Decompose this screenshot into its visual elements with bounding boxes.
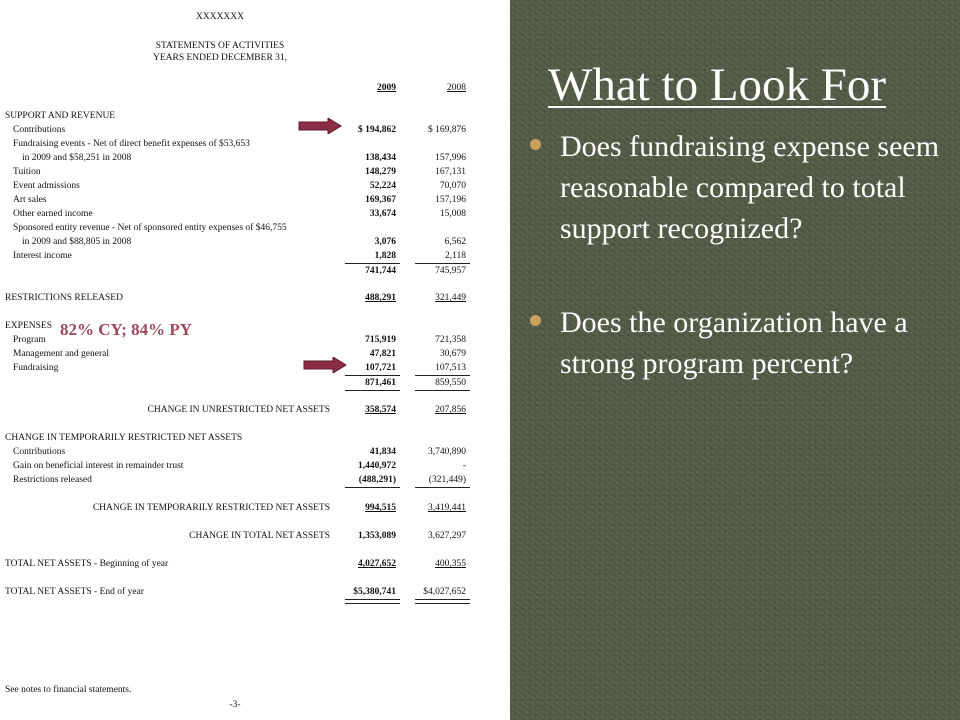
beginning-2009: 4,027,652 (358, 559, 396, 569)
expense-label: Fundraising (13, 363, 59, 373)
temp-label: Gain on beneficial interest in remainder trust (13, 461, 184, 471)
expense-2008: 107,513 (435, 363, 466, 373)
entity-name: XXXXXXX (195, 12, 245, 22)
temp-2009: (488,291) (358, 475, 396, 485)
support-label: Fundraising events - Net of direct benefit expenses of $53,653 (13, 139, 250, 149)
temp-label: Restrictions released (13, 475, 92, 485)
bullet-dot-icon (530, 315, 541, 326)
support-2008: 157,996 (435, 153, 466, 163)
expense-label: Program (13, 335, 46, 345)
rule (415, 375, 470, 376)
unrestricted-2008: 207,856 (435, 405, 466, 415)
beginning-2008: 400,355 (435, 559, 466, 569)
support-2009: 148,279 (365, 167, 396, 177)
support-label: Event admissions (13, 181, 80, 191)
statement-period: YEARS ENDED DECEMBER 31, (152, 53, 288, 63)
rule (345, 390, 400, 391)
support-2008: 2,118 (444, 251, 466, 261)
support-label: Contributions (13, 125, 66, 135)
rule (345, 487, 400, 488)
rule (415, 487, 470, 488)
expense-label: Management and general (13, 349, 110, 359)
expenses-header: EXPENSES (5, 321, 52, 331)
temp-2009: 1,440,972 (358, 461, 396, 471)
expense-2009: 107,721 (365, 363, 396, 373)
support-2009: 169,367 (365, 195, 396, 205)
year-prior-header: 2008 (447, 83, 466, 93)
support-2009: $ 194,862 (358, 125, 396, 135)
support-label: Sponsored entity revenue - Net of sponsored entity expenses of $46,755 (13, 223, 287, 233)
end-2008: $4,027,652 (423, 587, 466, 597)
support-label: Other earned income (13, 209, 93, 219)
bullet-dot-icon (530, 139, 541, 150)
restrictions-2008: 321,449 (435, 293, 466, 303)
support-2009: 1,828 (374, 251, 396, 261)
slide-panel (510, 0, 960, 720)
support-2008: 15,008 (439, 209, 466, 219)
support-2009: 33,674 (369, 209, 396, 219)
arrow-right-icon (298, 118, 342, 134)
rule (345, 263, 400, 264)
double-rule (345, 599, 400, 604)
temp-header: CHANGE IN TEMPORARILY RESTRICTED NET ASSETS (5, 433, 243, 443)
footnote: See notes to financial statements. (5, 685, 132, 695)
support-label-line2: in 2009 and $88,805 in 2008 (22, 237, 132, 247)
temp-total-label: CHANGE IN TEMPORARILY RESTRICTED NET ASSETS (92, 503, 330, 513)
unrestricted-2009: 358,574 (365, 405, 396, 415)
year-current-header: 2009 (377, 83, 396, 93)
support-2008: 70,070 (439, 181, 466, 191)
temp-label: Contributions (13, 447, 66, 457)
statement-title: STATEMENTS OF ACTIVITIES (155, 41, 285, 51)
support-label: Interest income (13, 251, 72, 261)
support-label-line2: in 2009 and $58,251 in 2008 (22, 153, 132, 163)
support-2008: 157,196 (435, 195, 466, 205)
support-2009: 138,434 (365, 153, 396, 163)
temp-total-2008: 3,419,441 (428, 503, 466, 513)
restrictions-label: RESTRICTIONS RELEASED (5, 293, 123, 303)
support-label: Art sales (13, 195, 47, 205)
bullet-text: Does fundraising expense seem reasonable compared to total support recognized? (560, 130, 940, 245)
expenses-total-2008: 859,550 (435, 378, 466, 388)
restrictions-2009: 488,291 (365, 293, 396, 303)
temp-2008: - (462, 461, 466, 471)
expense-ratio-annotation: 82% CY; 84% PY (60, 320, 193, 339)
total-change-2009: 1,353,089 (358, 531, 396, 541)
double-rule (415, 599, 470, 604)
page-number: -3- (229, 700, 241, 710)
end-2009: $5,380,741 (353, 587, 396, 597)
total-change-label: CHANGE IN TOTAL NET ASSETS (189, 531, 330, 541)
rule (415, 263, 470, 264)
unrestricted-label: CHANGE IN UNRESTRICTED NET ASSETS (147, 405, 330, 415)
support-2008: 167,131 (435, 167, 466, 177)
arrow-right-icon (303, 357, 347, 373)
expense-2008: 721,358 (435, 335, 466, 345)
rule (345, 375, 400, 376)
support-2009: 3,076 (374, 237, 396, 247)
slide-title: What to Look For (548, 59, 887, 111)
support-2008: 6,562 (444, 237, 466, 247)
support-2008: $ 169,876 (428, 125, 466, 135)
temp-2009: 41,834 (369, 447, 396, 457)
support-label: Tuition (13, 167, 41, 177)
support-total-2008: 745,957 (435, 266, 466, 276)
support-total-2009: 741,744 (365, 266, 396, 276)
temp-total-2009: 994,515 (365, 503, 396, 513)
bullet-text: Does the organization have a strong program percent? (560, 306, 908, 380)
temp-2008: 3,740,890 (428, 447, 466, 457)
beginning-label: TOTAL NET ASSETS - Beginning of year (5, 559, 169, 569)
expenses-total-2009: 871,461 (365, 378, 396, 388)
support-2009: 52,224 (369, 181, 396, 191)
temp-2008: (321,449) (428, 475, 466, 485)
expense-2009: 715,919 (365, 335, 396, 345)
expense-2009: 47,821 (369, 349, 396, 359)
rule (415, 390, 470, 391)
end-label: TOTAL NET ASSETS - End of year (5, 587, 144, 597)
total-change-2008: 3,627,297 (428, 531, 466, 541)
expense-2008: 30,679 (439, 349, 466, 359)
support-header: SUPPORT AND REVENUE (5, 111, 116, 121)
